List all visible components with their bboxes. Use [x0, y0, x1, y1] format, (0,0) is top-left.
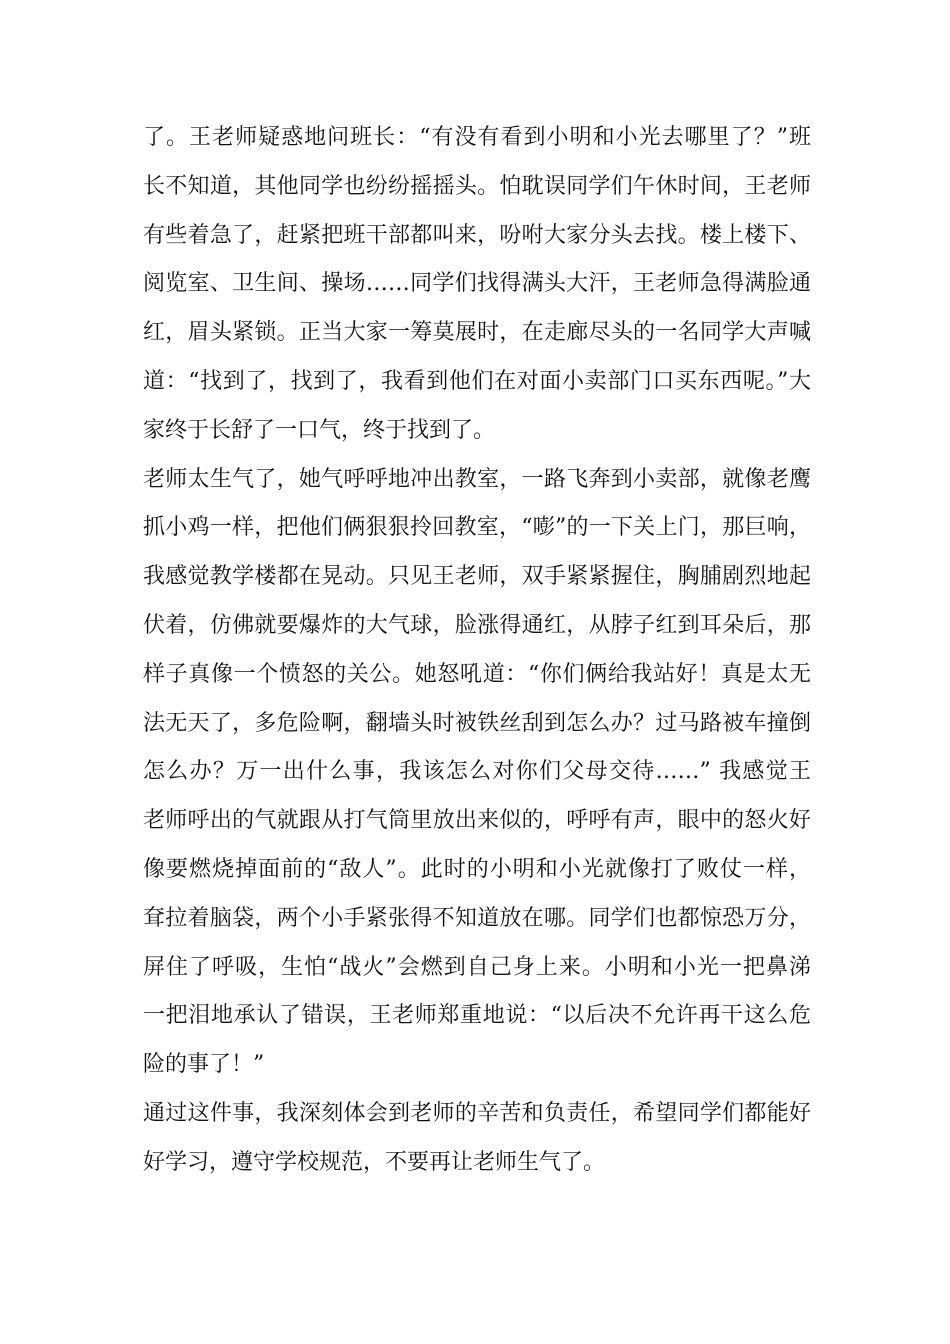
paragraph-search: [143, 114, 811, 456]
paragraph-scolding: [143, 456, 811, 1090]
text-line: 我感觉教学楼都在晃动。只见王老师，双手紧紧握住，胸脯剧烈地起: [143, 564, 811, 590]
text-line: 抓小鸡一样，把他们俩狠狠拎回教室，“嘭”的一下关上门，那巨响，: [143, 515, 811, 541]
text-line: 道：“找到了，找到了，我看到他们在对面小卖部门口买东西呢。”大: [143, 368, 811, 394]
text-line: 老师呼出的气就跟从打气筒里放出来似的，呼呼有声，眼中的怒火好: [143, 808, 811, 834]
document-body: [143, 114, 811, 1188]
text-line: 险的事了！”: [143, 1052, 265, 1078]
text-line: 法无天了，多危险啊，翻墙头时被铁丝刮到怎么办？过马路被车撞倒: [143, 710, 811, 736]
text-line: 一把泪地承认了错误，王老师郑重地说：“以后决不允许再干这么危: [143, 1003, 811, 1029]
text-line: 了。王老师疑惑地问班长：“有没有看到小明和小光去哪里了？”班: [143, 125, 811, 150]
text-line: 红，眉头紧锁。正当大家一筹莫展时，在走廊尽头的一名同学大声喊: [143, 320, 811, 346]
text-line: 长不知道，其他同学也纷纷摇摇头。怕耽误同学们午休时间，王老师: [143, 173, 811, 199]
text-line: 老师太生气了，她气呼呼地冲出教室，一路飞奔到小卖部，就像老鹰: [143, 466, 811, 492]
text-line: 有些着急了，赶紧把班干部都叫来，吩咐大家分头去找。楼上楼下、: [143, 222, 811, 248]
text-line: 耷拉着脑袋，两个小手紧张得不知道放在哪。同学们也都惊恐万分，: [143, 905, 811, 931]
text-line: 家终于长舒了一口气，终于找到了。: [143, 417, 496, 443]
text-line: 好学习，遵守学校规范，不要再让老师生气了。: [143, 1149, 606, 1175]
text-line: 怎么办？万一出什么事，我该怎么对你们父母交待……” 我感觉王: [143, 759, 811, 785]
text-line: 像要燃烧掉面前的“敌人”。此时的小明和小光就像打了败仗一样，: [143, 856, 811, 882]
text-line: 伏着，仿佛就要爆炸的大气球，脸涨得通红，从脖子红到耳朵后，那: [143, 612, 811, 638]
text-line: 屏住了呼吸，生怕“战火”会燃到自己身上来。小明和小光一把鼻涕: [143, 954, 811, 980]
text-line: 样子真像一个愤怒的关公。她怒吼道：“你们俩给我站好！真是太无: [143, 661, 811, 687]
text-line: 阅览室、卫生间、操场……同学们找得满头大汗，王老师急得满脸通: [143, 271, 811, 297]
text-line: 通过这件事，我深刻体会到老师的辛苦和负责任，希望同学们都能好: [143, 1100, 811, 1126]
paragraph-conclusion: [143, 1090, 811, 1188]
